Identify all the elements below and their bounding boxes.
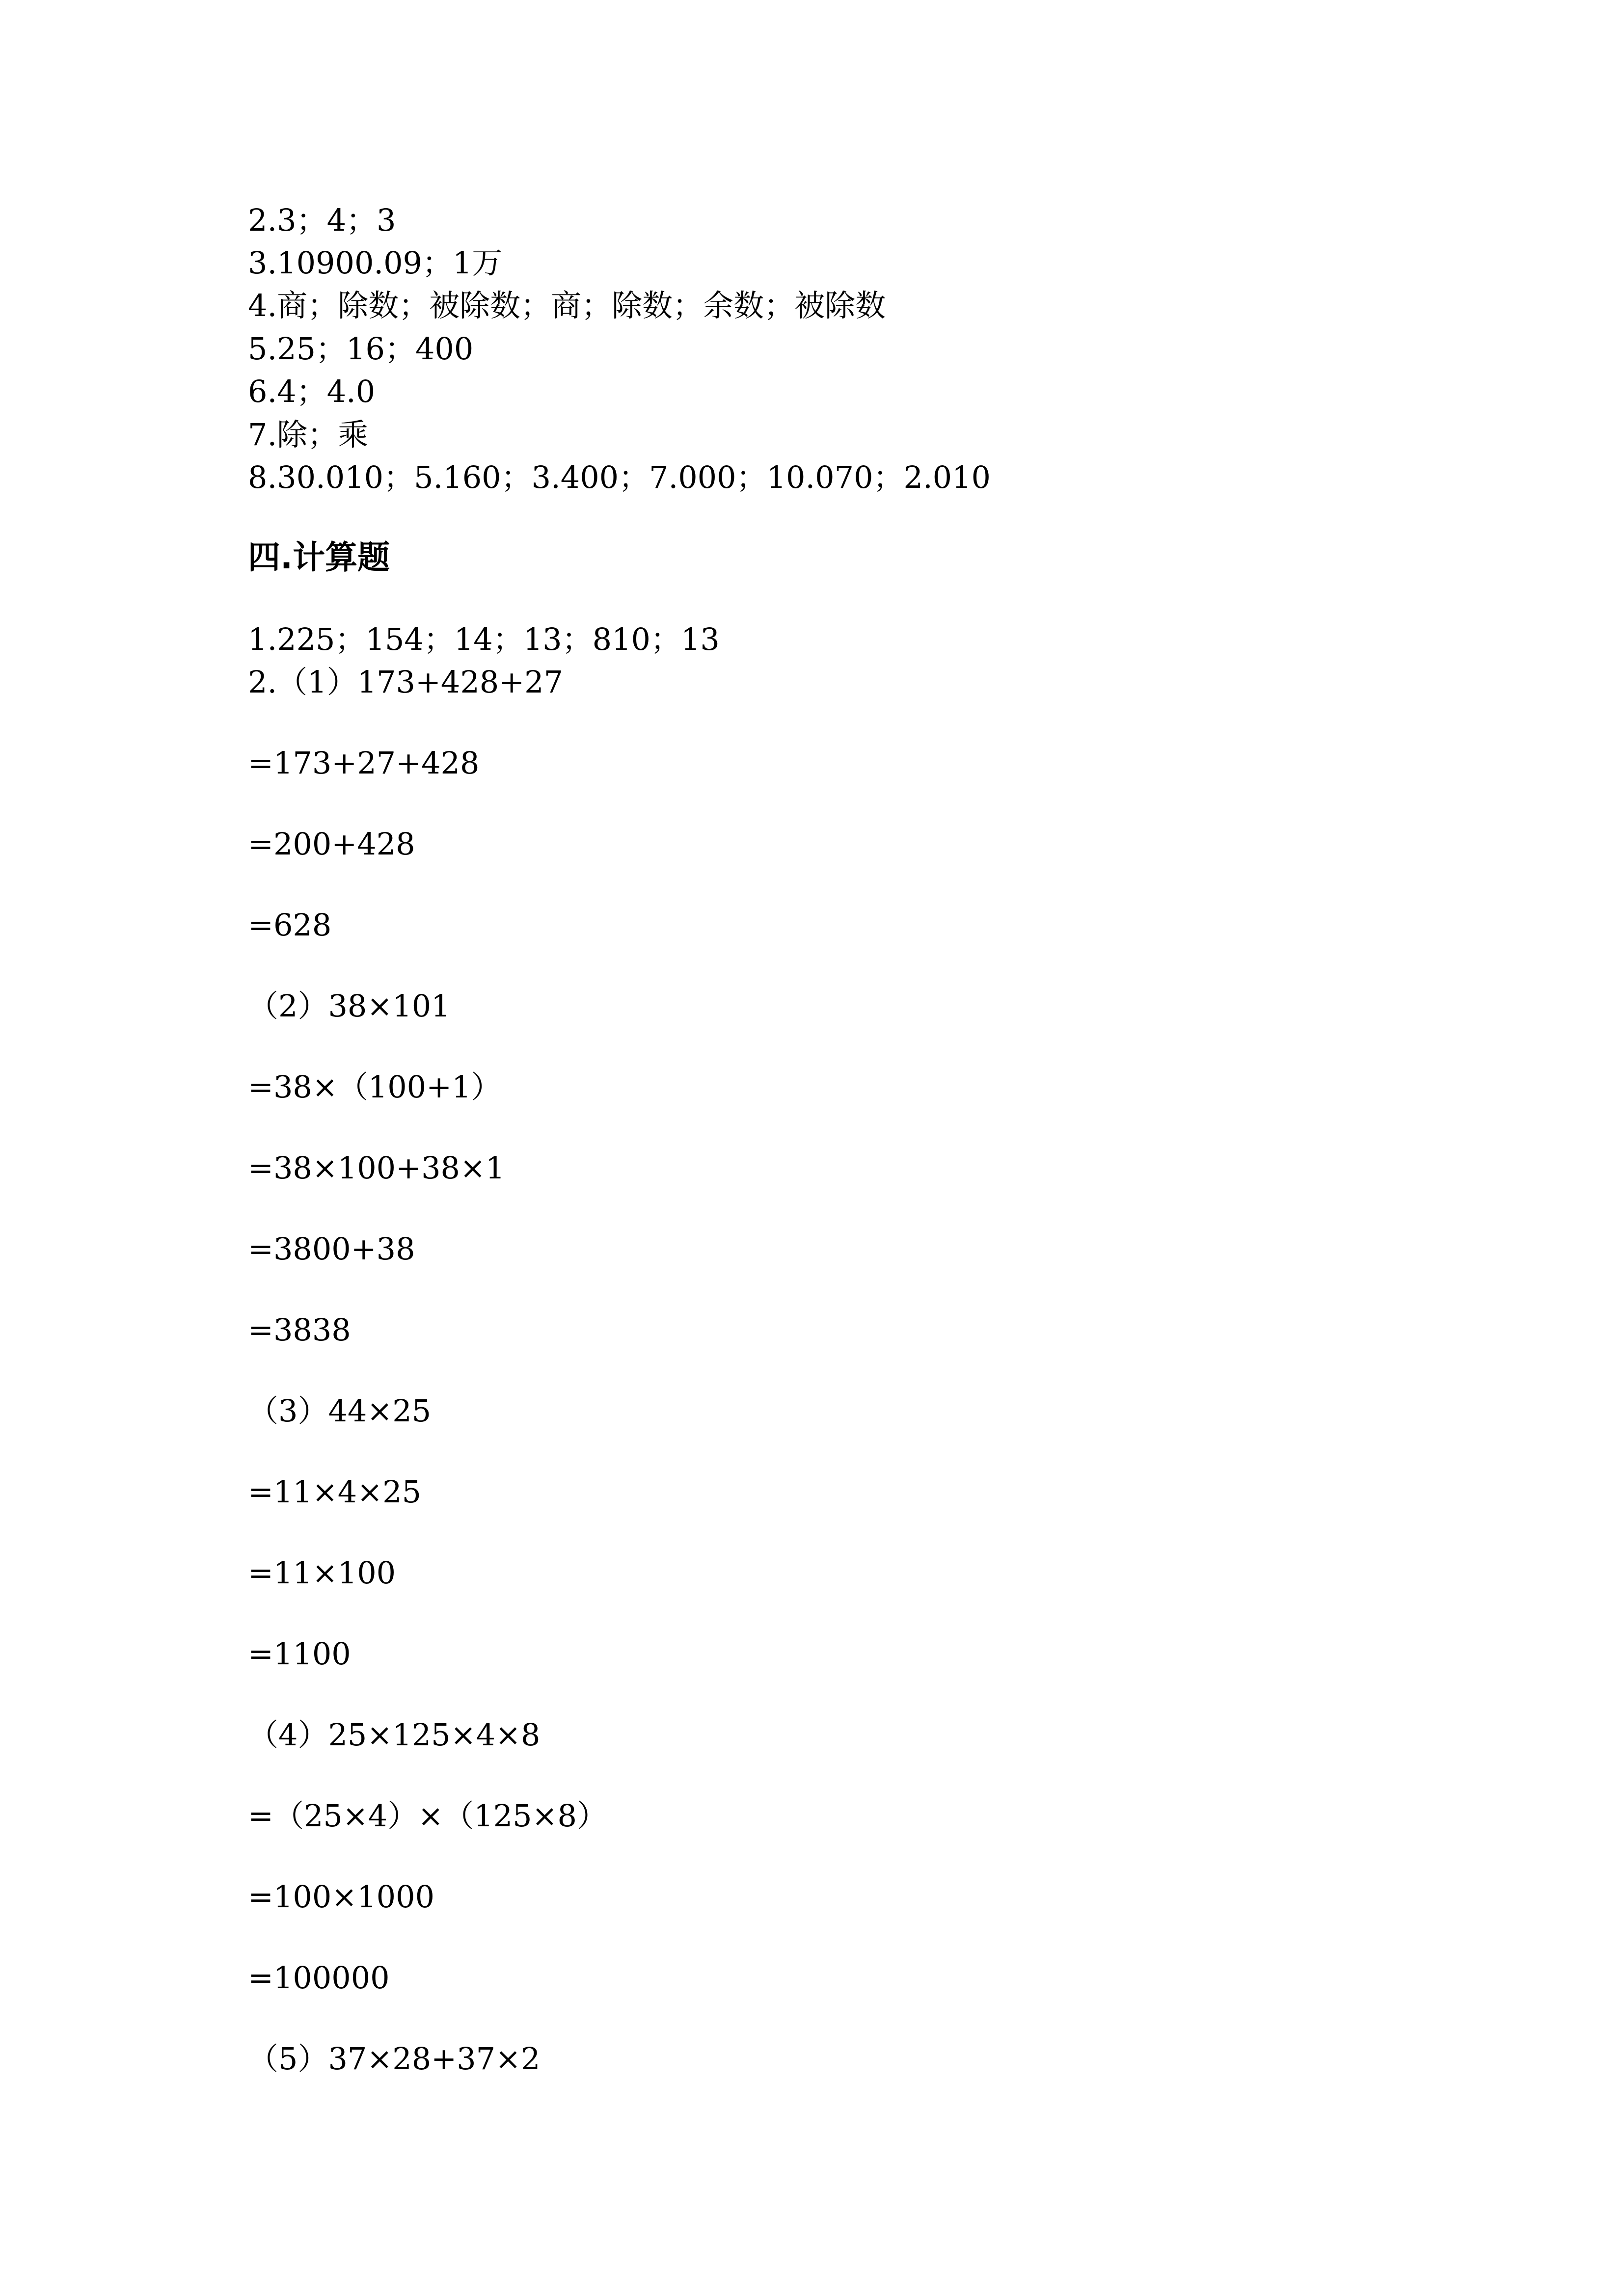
answer-line-5: 5.25；16；400 <box>248 331 474 367</box>
calc-step: =173+27+428 <box>248 745 480 781</box>
answer-line-2: 2.3；4；3 <box>248 202 396 238</box>
calc-step: =3838 <box>248 1312 351 1348</box>
calc-step: =1100 <box>248 1636 351 1672</box>
answer-line-6: 6.4；4.0 <box>248 374 376 409</box>
calc-subquestion: （4）25×125×4×8 <box>248 1717 541 1753</box>
answer-line-7: 7.除；乘 <box>248 417 369 453</box>
calc-answer-line-1: 1.225；154；14；13；810；13 <box>248 621 720 657</box>
calc-step: =（25×4）×（125×8） <box>248 1798 607 1834</box>
calc-step: =38×（100+1） <box>248 1069 502 1105</box>
calc-question-2-intro: 2.（1）173+428+27 <box>248 664 564 700</box>
section-heading: 四.计算题 <box>248 538 390 576</box>
answer-line-3: 3.10900.09；1万 <box>248 245 503 281</box>
calc-step: =100000 <box>248 1960 390 1996</box>
calc-step: =11×100 <box>248 1555 396 1591</box>
calc-step: =11×4×25 <box>248 1474 422 1510</box>
answer-line-4: 4.商；除数；被除数；商；除数；余数；被除数 <box>248 288 886 323</box>
calc-subquestion: （2）38×101 <box>248 988 451 1024</box>
calc-step: =3800+38 <box>248 1231 415 1267</box>
calc-step: =628 <box>248 907 332 943</box>
calc-step: =38×100+38×1 <box>248 1150 505 1186</box>
calc-step: =100×1000 <box>248 1879 435 1915</box>
calc-step: =200+428 <box>248 826 415 862</box>
calc-subquestion: （3）44×25 <box>248 1393 432 1429</box>
answer-line-8: 8.30.010；5.160；3.400；7.000；10.070；2.010 <box>248 459 991 495</box>
calc-subquestion: （5）37×28+37×2 <box>248 2041 541 2077</box>
